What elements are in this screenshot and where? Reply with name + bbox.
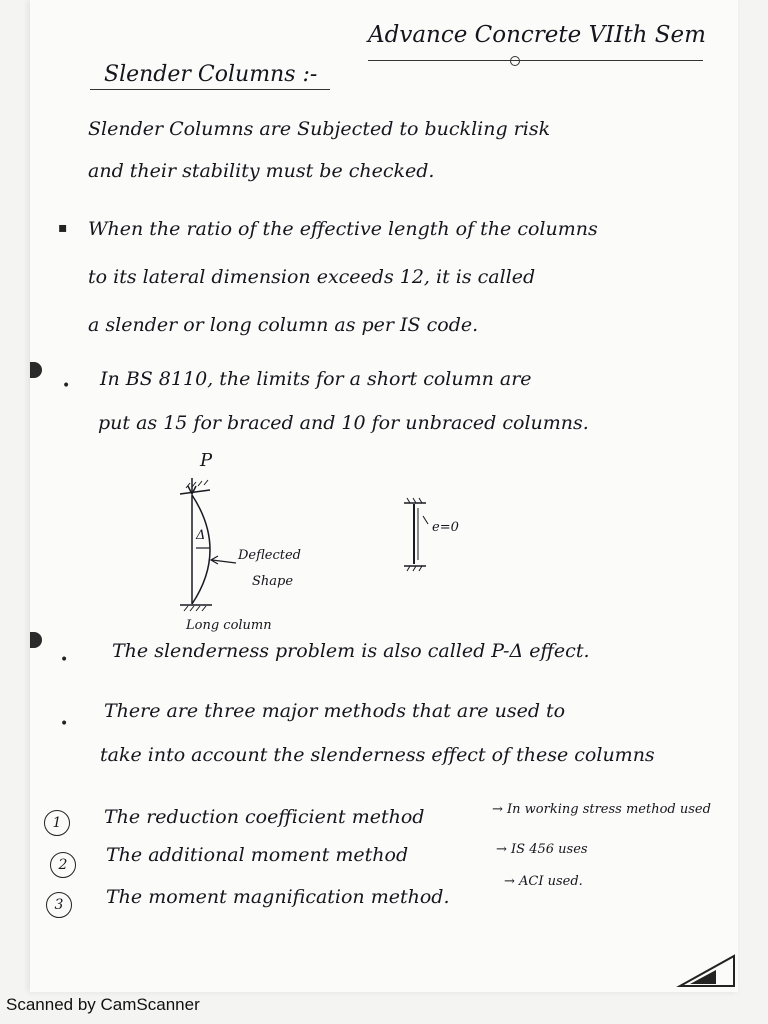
eccentricity-label: e=0 bbox=[432, 520, 459, 535]
paragraph-line: put as 15 for braced and 10 for unbraced columns. bbox=[98, 412, 589, 434]
method-name: The additional moment method bbox=[106, 844, 409, 866]
deflected-shape-curve bbox=[192, 495, 210, 604]
method-note: → ACI used. bbox=[504, 874, 583, 889]
section-title: Slender Columns :- bbox=[104, 62, 318, 87]
method-note: → IS 456 uses bbox=[496, 842, 588, 857]
paragraph-line: to its lateral dimension exceeds 12, it is called bbox=[88, 266, 536, 288]
method-number: 3 bbox=[46, 892, 72, 918]
page-header-title: Advance Concrete VIIth Sem bbox=[368, 22, 706, 48]
top-support bbox=[180, 490, 210, 494]
bullet-dot: • bbox=[60, 716, 69, 732]
bullet-dot: ▪ bbox=[58, 220, 68, 236]
deflected-shape-label: Shape bbox=[252, 574, 294, 589]
method-note: → In working stress method used bbox=[492, 802, 711, 817]
method-number: 2 bbox=[50, 852, 76, 878]
p-delta-statement: The slenderness problem is also called P-Δ effect. bbox=[112, 640, 590, 662]
paragraph-line: a slender or long column as per IS code. bbox=[88, 314, 479, 336]
delta-label: Δ bbox=[196, 528, 206, 543]
paragraph-line: and their stability must be checked. bbox=[88, 160, 435, 182]
paragraph-line: When the ratio of the effective length of the columns bbox=[88, 218, 598, 240]
methods-intro-line: take into account the slenderness effect of these columns bbox=[100, 744, 655, 766]
paragraph-line: Slender Columns are Subjected to buckling risk bbox=[88, 118, 551, 140]
deflected-shape-label: Deflected bbox=[238, 548, 302, 563]
long-column-label: Long column bbox=[186, 618, 272, 633]
method-number: 1 bbox=[44, 810, 70, 836]
paragraph-line: In BS 8110, the limits for a short column are bbox=[100, 368, 532, 390]
load-label: P bbox=[200, 450, 213, 471]
bullet-dot: • bbox=[60, 652, 69, 668]
methods-intro-line: There are three major methods that are used to bbox=[104, 700, 566, 722]
scanned-by-label: Scanned by CamScanner bbox=[6, 995, 200, 1014]
method-name: The reduction coefficient method bbox=[104, 806, 425, 828]
method-name: The moment magnification method. bbox=[106, 886, 450, 908]
bullet-dot: • bbox=[62, 378, 71, 394]
camscanner-logo-icon bbox=[676, 950, 738, 990]
